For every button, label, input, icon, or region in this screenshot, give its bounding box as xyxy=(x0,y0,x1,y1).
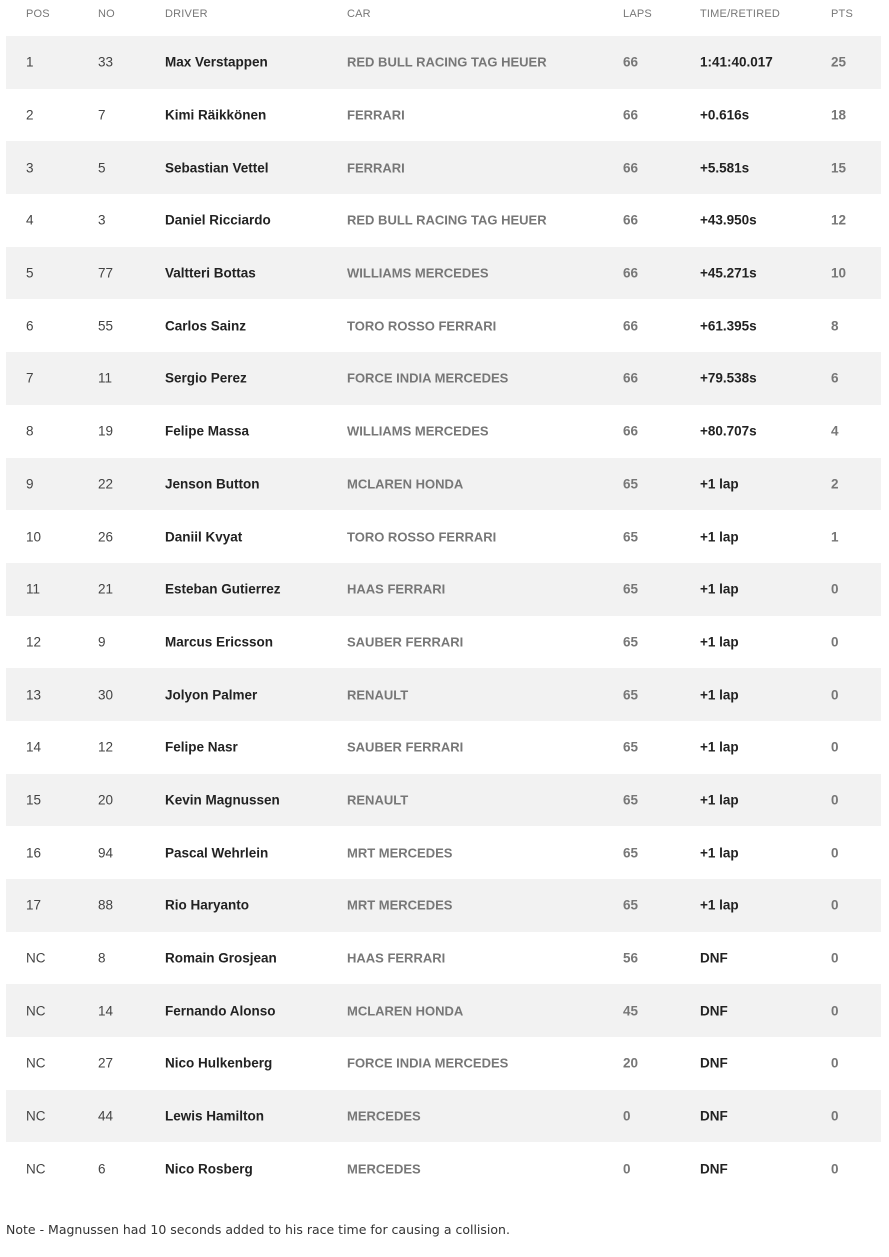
laps-cell: 65 xyxy=(623,634,639,650)
driver-name[interactable]: Felipe Nasr xyxy=(165,739,238,755)
time-retired-cell: +1 lap xyxy=(700,687,739,703)
laps-cell: 65 xyxy=(623,897,639,913)
position-cell: NC xyxy=(26,1003,46,1019)
points-cell: 0 xyxy=(831,739,839,755)
position-cell: 11 xyxy=(26,581,41,597)
car-number-cell: 20 xyxy=(98,792,114,808)
laps-cell: 20 xyxy=(623,1055,639,1071)
car-name[interactable]: SAUBER FERRARI xyxy=(347,739,464,755)
car-number-cell: 19 xyxy=(98,423,114,439)
driver-name[interactable]: Marcus Ericsson xyxy=(165,634,274,650)
car-number-cell: 8 xyxy=(98,950,106,966)
points-cell: 0 xyxy=(831,581,839,597)
table-row xyxy=(6,1142,881,1195)
driver-name[interactable]: Daniil Kvyat xyxy=(165,529,243,545)
points-cell: 0 xyxy=(831,634,839,650)
time-retired-cell: +43.950s xyxy=(700,212,757,228)
car-number-cell: 27 xyxy=(98,1055,114,1071)
time-retired-cell: +80.707s xyxy=(700,423,757,439)
car-name[interactable]: MRT MERCEDES xyxy=(347,897,453,913)
column-header-laps[interactable]: LAPS xyxy=(623,8,652,20)
table-row xyxy=(6,984,881,1037)
time-retired-cell: +1 lap xyxy=(700,529,739,545)
points-cell: 0 xyxy=(831,792,839,808)
car-number-cell: 9 xyxy=(98,634,106,650)
driver-name[interactable]: Jenson Button xyxy=(165,476,260,492)
position-cell: 7 xyxy=(26,370,34,386)
table-row xyxy=(6,668,881,721)
laps-cell: 66 xyxy=(623,318,639,334)
table-row xyxy=(6,247,881,300)
points-cell: 0 xyxy=(831,897,839,913)
laps-cell: 65 xyxy=(623,581,639,597)
time-retired-cell: +45.271s xyxy=(700,265,757,281)
table-row xyxy=(6,141,881,194)
position-cell: 10 xyxy=(26,529,42,545)
laps-cell: 65 xyxy=(623,792,639,808)
car-number-cell: 77 xyxy=(98,265,114,281)
position-cell: 4 xyxy=(26,212,34,228)
points-cell: 4 xyxy=(831,423,839,439)
laps-cell: 0 xyxy=(623,1108,631,1124)
column-header-no[interactable]: NO xyxy=(98,8,115,20)
driver-name[interactable]: Jolyon Palmer xyxy=(165,687,258,703)
car-number-cell: 88 xyxy=(98,897,114,913)
position-cell: 5 xyxy=(26,265,34,281)
driver-name[interactable]: Rio Haryanto xyxy=(165,897,250,913)
time-retired-cell: +1 lap xyxy=(700,897,739,913)
car-name[interactable]: MCLAREN HONDA xyxy=(347,476,464,492)
position-cell: NC xyxy=(26,1161,46,1177)
driver-name[interactable]: Max Verstappen xyxy=(165,54,268,70)
car-name[interactable]: FERRARI xyxy=(347,107,405,123)
laps-cell: 66 xyxy=(623,423,639,439)
car-name[interactable]: RENAULT xyxy=(347,792,409,808)
car-number-cell: 44 xyxy=(98,1108,114,1124)
car-name[interactable]: FERRARI xyxy=(347,160,405,176)
time-retired-cell: DNF xyxy=(700,950,728,966)
car-number-cell: 94 xyxy=(98,845,114,861)
time-retired-cell: +1 lap xyxy=(700,476,739,492)
position-cell: 6 xyxy=(26,318,34,334)
car-name[interactable]: WILLIAMS MERCEDES xyxy=(347,265,489,281)
driver-name[interactable]: Sebastian Vettel xyxy=(165,160,269,176)
laps-cell: 65 xyxy=(623,476,639,492)
column-header-driver[interactable]: DRIVER xyxy=(165,8,208,20)
laps-cell: 66 xyxy=(623,265,639,281)
car-name[interactable]: SAUBER FERRARI xyxy=(347,634,464,650)
points-cell: 0 xyxy=(831,1003,839,1019)
race-note: Note - Magnussen had 10 seconds added to his race time for causing a collision. xyxy=(6,1222,510,1237)
car-number-cell: 14 xyxy=(98,1003,114,1019)
car-number-cell: 33 xyxy=(98,54,114,70)
time-retired-cell: DNF xyxy=(700,1055,728,1071)
car-number-cell: 26 xyxy=(98,529,114,545)
points-cell: 15 xyxy=(831,160,847,176)
position-cell: 3 xyxy=(26,160,34,176)
position-cell: NC xyxy=(26,1055,46,1071)
points-cell: 0 xyxy=(831,687,839,703)
time-retired-cell: DNF xyxy=(700,1003,728,1019)
results-table-header xyxy=(0,0,889,30)
table-row xyxy=(6,774,881,827)
driver-name[interactable]: Felipe Massa xyxy=(165,423,250,439)
car-name[interactable]: FORCE INDIA MERCEDES xyxy=(347,1055,509,1071)
laps-cell: 56 xyxy=(623,950,639,966)
table-row xyxy=(6,89,881,142)
car-name[interactable]: WILLIAMS MERCEDES xyxy=(347,423,489,439)
points-cell: 0 xyxy=(831,1108,839,1124)
time-retired-cell: DNF xyxy=(700,1161,728,1177)
position-cell: 9 xyxy=(26,476,34,492)
driver-name[interactable]: Nico Rosberg xyxy=(165,1161,253,1177)
car-name[interactable]: RED BULL RACING TAG HEUER xyxy=(347,212,547,228)
table-row xyxy=(6,879,881,932)
time-retired-cell: +1 lap xyxy=(700,792,739,808)
driver-name[interactable]: Kevin Magnussen xyxy=(165,792,280,808)
driver-name[interactable]: Daniel Ricciardo xyxy=(165,212,271,228)
laps-cell: 66 xyxy=(623,160,639,176)
points-cell: 18 xyxy=(831,107,847,123)
table-row xyxy=(6,405,881,458)
points-cell: 12 xyxy=(831,212,847,228)
laps-cell: 66 xyxy=(623,54,639,70)
position-cell: NC xyxy=(26,1108,46,1124)
points-cell: 1 xyxy=(831,529,839,545)
laps-cell: 65 xyxy=(623,687,639,703)
position-cell: 13 xyxy=(26,687,42,703)
car-name[interactable]: HAAS FERRARI xyxy=(347,581,446,597)
car-number-cell: 5 xyxy=(98,160,106,176)
position-cell: 17 xyxy=(26,897,42,913)
car-number-cell: 30 xyxy=(98,687,114,703)
column-header-time[interactable]: TIME/RETIRED xyxy=(700,8,781,20)
time-retired-cell: +61.395s xyxy=(700,318,757,334)
table-row xyxy=(6,1037,881,1090)
points-cell: 0 xyxy=(831,1055,839,1071)
position-cell: 8 xyxy=(26,423,34,439)
laps-cell: 66 xyxy=(623,370,639,386)
driver-name[interactable]: Esteban Gutierrez xyxy=(165,581,281,597)
table-row xyxy=(6,721,881,774)
car-number-cell: 6 xyxy=(98,1161,106,1177)
car-name[interactable]: MCLAREN HONDA xyxy=(347,1003,464,1019)
position-cell: 12 xyxy=(26,634,42,650)
table-row xyxy=(6,826,881,879)
driver-name[interactable]: Kimi Räikkönen xyxy=(165,107,267,123)
points-cell: 0 xyxy=(831,1161,839,1177)
car-number-cell: 3 xyxy=(98,212,106,228)
table-row xyxy=(6,299,881,352)
table-row xyxy=(6,352,881,405)
car-name[interactable]: RED BULL RACING TAG HEUER xyxy=(347,54,547,70)
points-cell: 2 xyxy=(831,476,839,492)
position-cell: 1 xyxy=(26,54,34,70)
table-row xyxy=(6,1090,881,1143)
laps-cell: 66 xyxy=(623,212,639,228)
table-row xyxy=(6,932,881,985)
points-cell: 0 xyxy=(831,845,839,861)
results-table-body xyxy=(6,36,881,1195)
car-name[interactable]: TORO ROSSO FERRARI xyxy=(347,529,497,545)
table-row xyxy=(6,616,881,669)
time-retired-cell: +1 lap xyxy=(700,739,739,755)
driver-name[interactable]: Fernando Alonso xyxy=(165,1003,276,1019)
car-number-cell: 22 xyxy=(98,476,114,492)
driver-name[interactable]: Lewis Hamilton xyxy=(165,1108,265,1124)
points-cell: 0 xyxy=(831,950,839,966)
position-cell: NC xyxy=(26,950,46,966)
laps-cell: 65 xyxy=(623,529,639,545)
table-row xyxy=(6,458,881,511)
table-row xyxy=(6,36,881,89)
car-name[interactable]: RENAULT xyxy=(347,687,409,703)
driver-name[interactable]: Nico Hulkenberg xyxy=(165,1055,273,1071)
laps-cell: 65 xyxy=(623,845,639,861)
car-name[interactable]: MRT MERCEDES xyxy=(347,845,453,861)
laps-cell: 45 xyxy=(623,1003,639,1019)
table-row xyxy=(6,563,881,616)
time-retired-cell: 1:41:40.017 xyxy=(700,54,773,70)
position-cell: 2 xyxy=(26,107,34,123)
car-number-cell: 7 xyxy=(98,107,106,123)
time-retired-cell: +1 lap xyxy=(700,634,739,650)
driver-name[interactable]: Valtteri Bottas xyxy=(165,265,256,281)
column-header-pts[interactable]: PTS xyxy=(831,8,853,20)
points-cell: 6 xyxy=(831,370,839,386)
position-cell: 16 xyxy=(26,845,42,861)
position-cell: 15 xyxy=(26,792,42,808)
car-number-cell: 21 xyxy=(98,581,114,597)
points-cell: 10 xyxy=(831,265,847,281)
column-header-car[interactable]: CAR xyxy=(347,8,371,20)
driver-name[interactable]: Carlos Sainz xyxy=(165,318,247,334)
car-name[interactable]: FORCE INDIA MERCEDES xyxy=(347,370,509,386)
points-cell: 8 xyxy=(831,318,839,334)
time-retired-cell: +1 lap xyxy=(700,845,739,861)
points-cell: 25 xyxy=(831,54,847,70)
table-row xyxy=(6,194,881,247)
car-name[interactable]: HAAS FERRARI xyxy=(347,950,446,966)
laps-cell: 65 xyxy=(623,739,639,755)
time-retired-cell: +0.616s xyxy=(700,107,750,123)
driver-name[interactable]: Pascal Wehrlein xyxy=(165,845,269,861)
position-cell: 14 xyxy=(26,739,42,755)
time-retired-cell: +79.538s xyxy=(700,370,757,386)
car-number-cell: 11 xyxy=(98,370,113,386)
car-name[interactable]: MERCEDES xyxy=(347,1108,421,1124)
car-number-cell: 12 xyxy=(98,739,114,755)
column-header-pos[interactable]: POS xyxy=(26,8,50,20)
car-name[interactable]: TORO ROSSO FERRARI xyxy=(347,318,497,334)
time-retired-cell: +1 lap xyxy=(700,581,739,597)
time-retired-cell: DNF xyxy=(700,1108,728,1124)
laps-cell: 66 xyxy=(623,107,639,123)
driver-name[interactable]: Sergio Perez xyxy=(165,370,247,386)
laps-cell: 0 xyxy=(623,1161,631,1177)
driver-name[interactable]: Romain Grosjean xyxy=(165,950,277,966)
car-name[interactable]: MERCEDES xyxy=(347,1161,421,1177)
time-retired-cell: +5.581s xyxy=(700,160,750,176)
car-number-cell: 55 xyxy=(98,318,114,334)
table-row xyxy=(6,510,881,563)
